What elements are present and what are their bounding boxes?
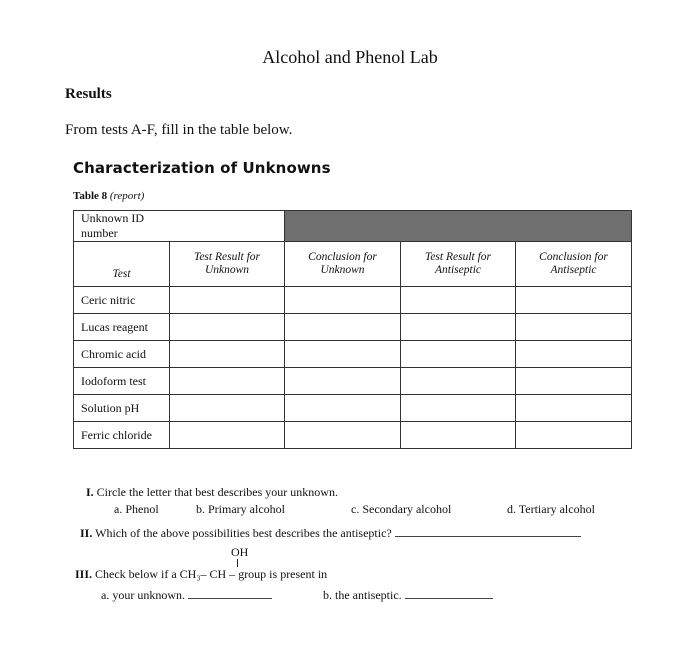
row-label: Chromic acid xyxy=(74,341,170,368)
table-cell[interactable] xyxy=(516,341,632,368)
table-cell[interactable] xyxy=(401,422,516,449)
header-conclusion-unknown: Conclusion for Unknown xyxy=(285,242,401,287)
table-cell[interactable] xyxy=(401,314,516,341)
question-2-text: Which of the above possibilities best describes the antiseptic? xyxy=(95,526,392,540)
unknown-id-label: Unknown ID number xyxy=(74,211,170,242)
row-label: Ferric chloride xyxy=(74,422,170,449)
table-cell[interactable] xyxy=(170,368,285,395)
table-row xyxy=(74,314,632,341)
table-subheading: Characterization of Unknowns xyxy=(73,159,331,177)
table-cell[interactable] xyxy=(170,422,285,449)
table-row xyxy=(74,287,632,314)
question-3b xyxy=(323,588,493,603)
unknown-id-input[interactable] xyxy=(170,211,285,242)
question-2-numeral: II. xyxy=(80,526,93,540)
page-title: Alcohol and Phenol Lab xyxy=(262,47,438,67)
question-1 xyxy=(86,485,338,500)
question-3a-label: a. your unknown. xyxy=(101,588,185,602)
question-3a-answer-line[interactable] xyxy=(188,598,272,599)
row-label: Iodoform test xyxy=(74,368,170,395)
oh-bond-line xyxy=(237,559,238,567)
question-2-answer-line[interactable] xyxy=(395,536,581,537)
question-2 xyxy=(80,526,581,541)
question-3b-answer-line[interactable] xyxy=(405,598,493,599)
oh-group-label: OH xyxy=(231,545,249,559)
question-3b-label: b. the antiseptic. xyxy=(323,588,402,602)
header-test-result-antiseptic: Test Result for Antiseptic xyxy=(401,242,516,287)
option-a[interactable]: a. Phenol xyxy=(114,502,159,516)
option-b[interactable]: b. Primary alcohol xyxy=(196,502,285,516)
table-cell[interactable] xyxy=(516,422,632,449)
table-row xyxy=(74,368,632,395)
question-3 xyxy=(75,567,327,582)
table-row xyxy=(74,395,632,422)
table-cell[interactable] xyxy=(516,395,632,422)
table-cell[interactable] xyxy=(285,314,401,341)
table-cell[interactable] xyxy=(401,287,516,314)
table-cell[interactable] xyxy=(285,287,401,314)
table-cell[interactable] xyxy=(516,314,632,341)
table-cell[interactable] xyxy=(170,314,285,341)
header-test: Test xyxy=(74,242,170,287)
table-caption xyxy=(73,190,144,202)
row-label: Ceric nitric xyxy=(74,287,170,314)
table-cell[interactable] xyxy=(516,368,632,395)
table-cell[interactable] xyxy=(285,422,401,449)
table-cell[interactable] xyxy=(285,341,401,368)
table-cell[interactable] xyxy=(401,368,516,395)
table-cell[interactable] xyxy=(401,341,516,368)
table-row xyxy=(74,422,632,449)
question-3-numeral: III. xyxy=(75,567,93,581)
shaded-header-cell xyxy=(285,211,632,242)
section-heading: Results xyxy=(65,86,112,102)
table-row xyxy=(74,341,632,368)
question-1-text: Circle the letter that best describes your unknown. xyxy=(96,485,338,499)
table-cell[interactable] xyxy=(285,368,401,395)
table-cell[interactable] xyxy=(170,287,285,314)
table-cell[interactable] xyxy=(170,395,285,422)
header-test-result-unknown: Test Result for Unknown xyxy=(170,242,285,287)
header-conclusion-antiseptic: Conclusion for Antiseptic xyxy=(516,242,632,287)
table-cell[interactable] xyxy=(516,287,632,314)
characterization-table xyxy=(73,210,632,449)
question-1-numeral: I. xyxy=(86,485,94,499)
question-3-text-before: Check below if a xyxy=(95,567,177,581)
table-cell[interactable] xyxy=(285,395,401,422)
table-cell[interactable] xyxy=(401,395,516,422)
row-label: Solution pH xyxy=(74,395,170,422)
option-c[interactable]: c. Secondary alcohol xyxy=(351,502,452,516)
chemical-formula: CH₃– CH – xyxy=(179,567,236,581)
option-d[interactable]: d. Tertiary alcohol xyxy=(507,502,595,516)
table-cell[interactable] xyxy=(170,341,285,368)
row-label: Lucas reagent xyxy=(74,314,170,341)
instruction-text: From tests A-F, fill in the table below. xyxy=(65,122,293,138)
table-note: (report) xyxy=(109,190,145,202)
table-number: Table 8 xyxy=(73,190,108,202)
question-3a xyxy=(101,588,272,603)
question-3-text-after: group is present in xyxy=(238,567,328,581)
